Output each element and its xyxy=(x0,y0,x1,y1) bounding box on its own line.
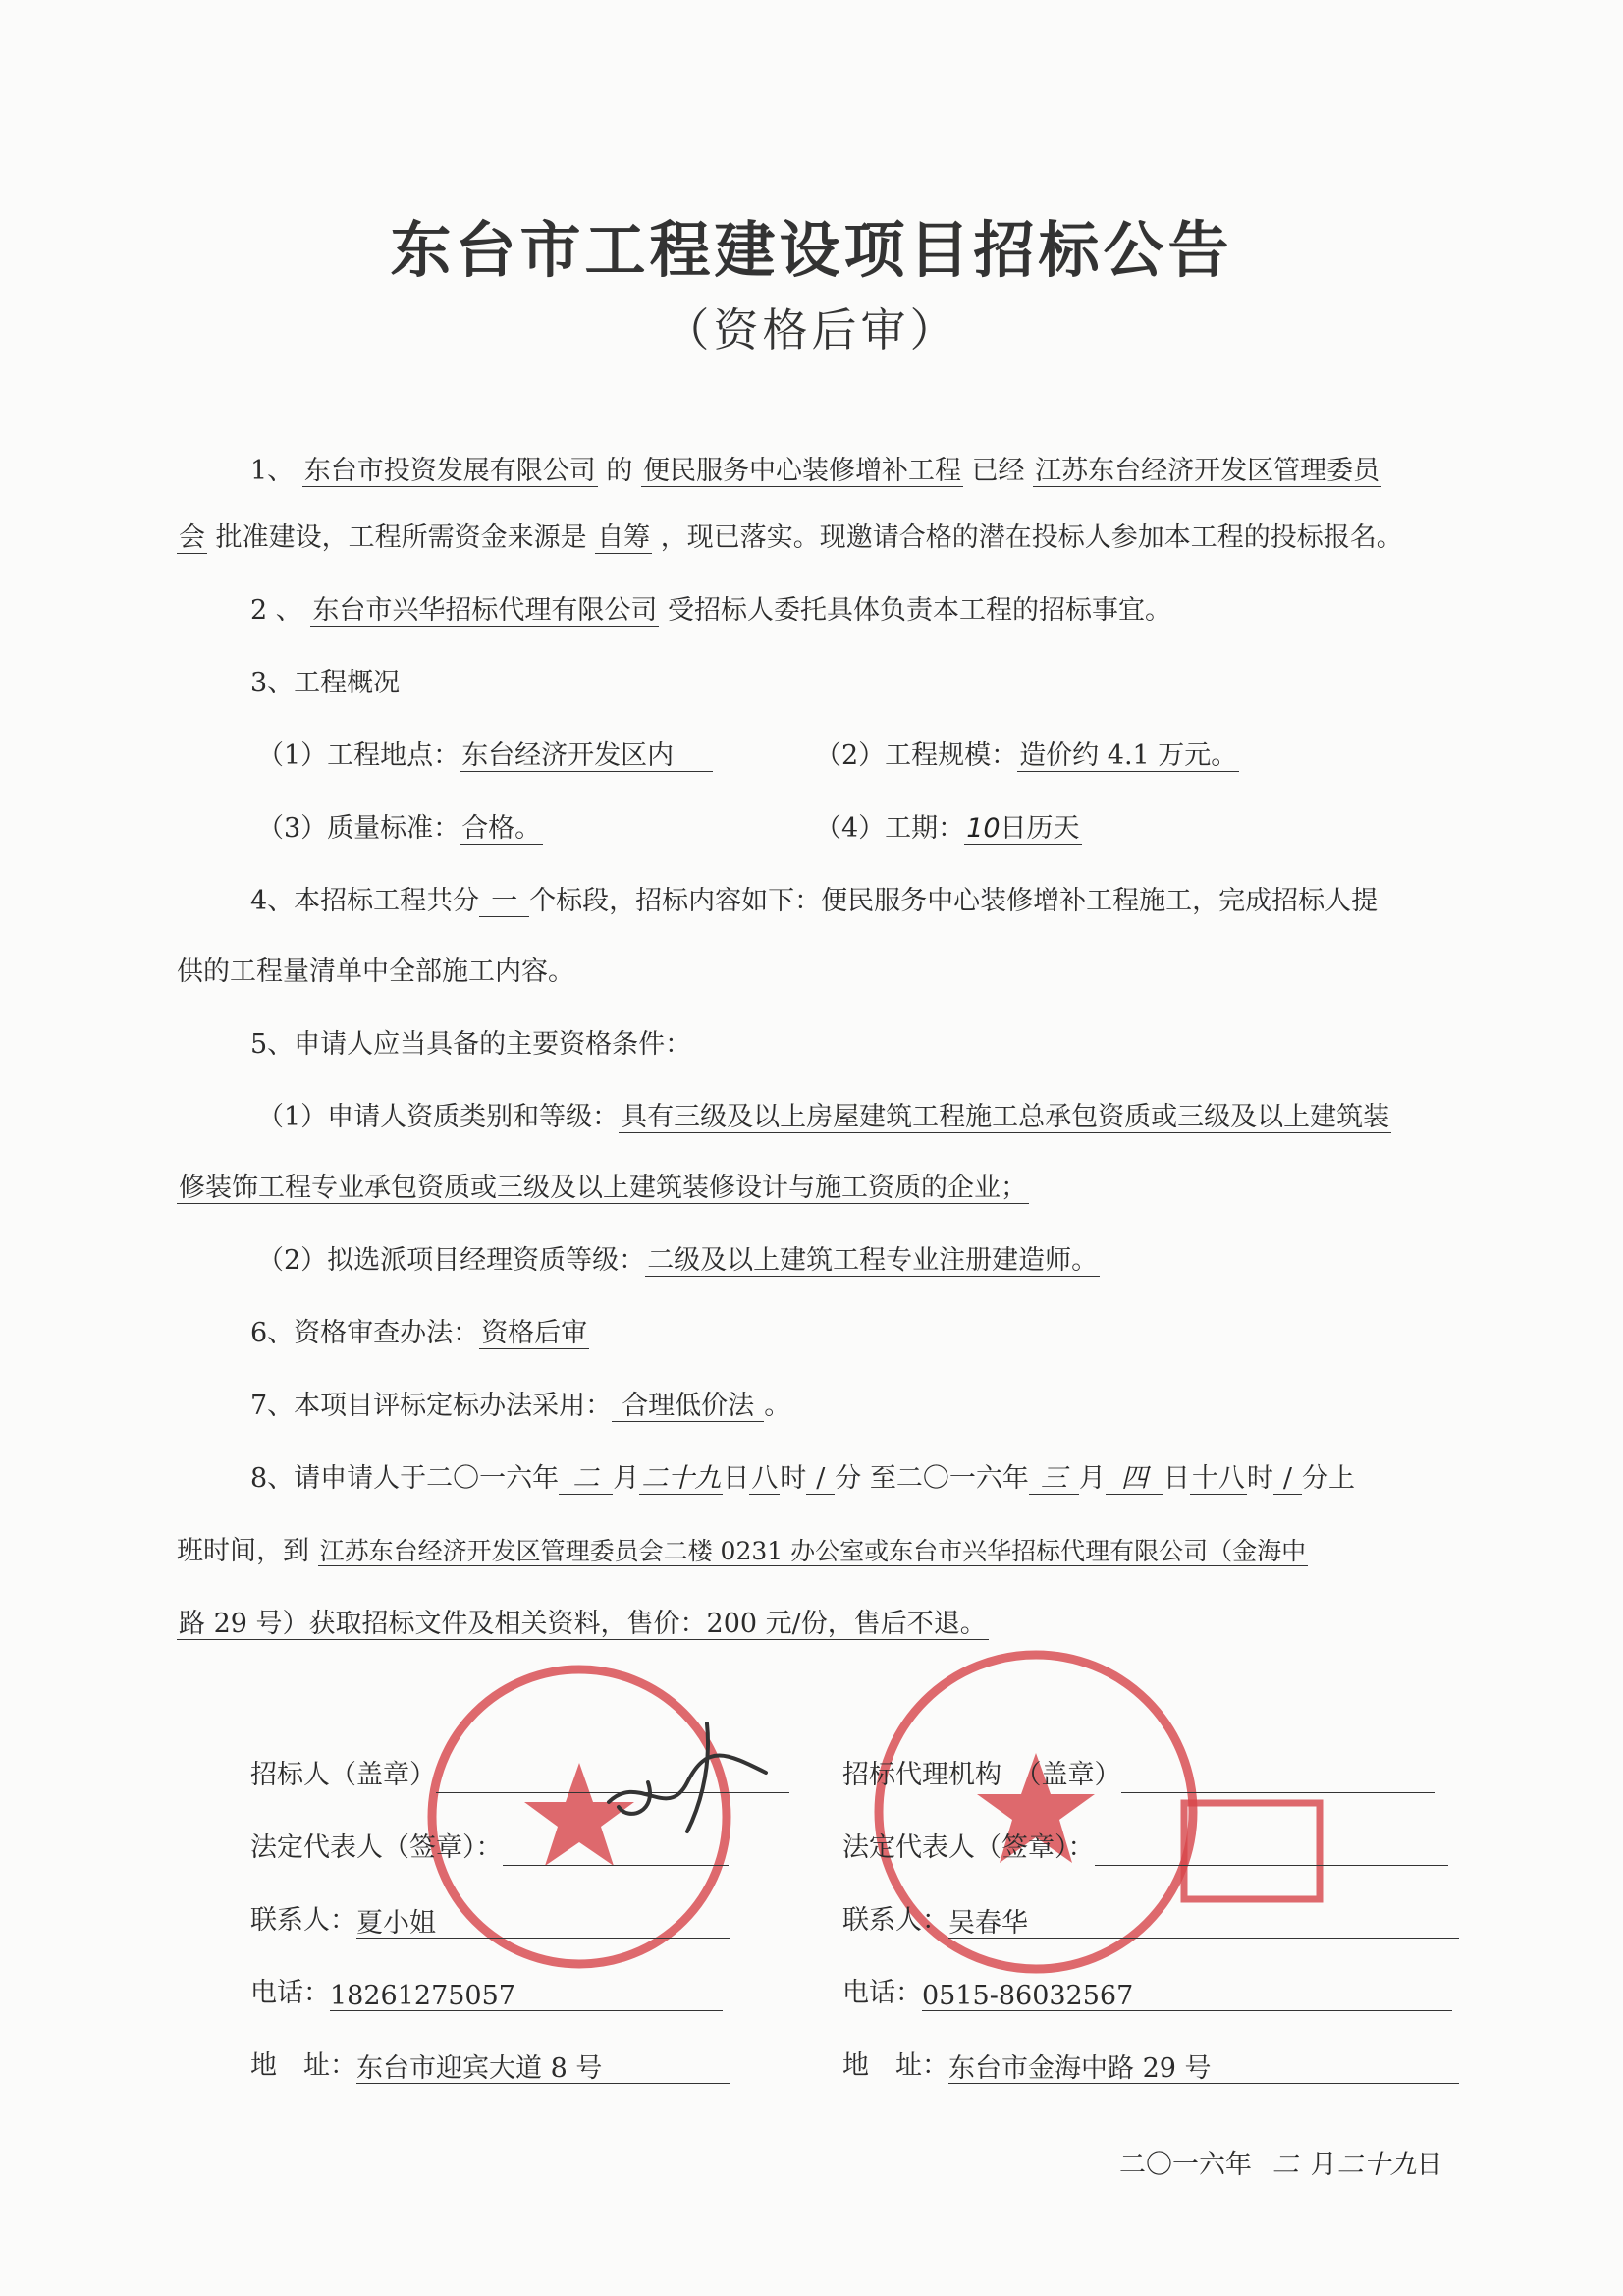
p2-line xyxy=(250,593,1463,629)
p4-line-1 xyxy=(250,884,1463,919)
quality-value: 合格。 xyxy=(461,813,542,844)
agent-name: 东台市兴华招标代理有限公司 xyxy=(312,595,658,626)
pickup-place-1: 江苏东台经济开发区管理委员会二楼 0231 办公室或东台市兴华招标代理有限公司（金海中 xyxy=(319,1537,1307,1565)
p8-text-5: 分 至二〇一六年 xyxy=(835,1463,1029,1494)
start-minute: / xyxy=(806,1463,835,1495)
tenderer-label: 招标人（盖章） xyxy=(250,1760,436,1790)
p5-heading: 5、申请人应当具备的主要资格条件： xyxy=(250,1029,692,1060)
start-day: 二十九 xyxy=(641,1463,722,1494)
p3-heading: 3、工程概况 xyxy=(250,668,401,698)
p8-text-3: 日 xyxy=(723,1463,750,1494)
tenderer-phone-value: 18261275057 xyxy=(330,1981,515,2011)
project-scale-line xyxy=(815,738,1404,774)
p8-line-1 xyxy=(250,1461,1463,1497)
tenderer-phone-line xyxy=(250,1976,723,2011)
date-day: 二十九 xyxy=(1336,2150,1417,2180)
p8-line-2 xyxy=(177,1534,1463,1569)
p2-text: 受招标人委托具体负责本工程的招标事宜。 xyxy=(667,595,1171,626)
agent-rep-line xyxy=(842,1831,1448,1866)
start-hour: 八 xyxy=(751,1463,779,1494)
tenderer-phone-label: 电话： xyxy=(250,1978,330,2008)
period-line xyxy=(815,811,1404,847)
review-method-value: 资格后审 xyxy=(481,1318,588,1348)
tenderer-rep-value xyxy=(503,1833,729,1866)
end-hour: 十八 xyxy=(1191,1463,1245,1494)
p1-text-1: 的 xyxy=(606,456,633,486)
period-label: （4）工期： xyxy=(815,813,965,844)
p8-text-2: 月 xyxy=(613,1463,640,1494)
tenderer-address-value: 东台市迎宾大道 8 号 xyxy=(356,2053,603,2084)
page-subtitle: （资格后审） xyxy=(664,303,959,356)
p1-number: 1、 xyxy=(250,456,295,486)
p5-q2-line xyxy=(257,1243,1463,1279)
agent-phone-line xyxy=(842,1976,1452,2011)
period-unit: 日历天 xyxy=(1000,813,1080,844)
project-name: 便民服务中心装修增补工程 xyxy=(642,456,961,486)
p8-text-4: 时 xyxy=(780,1463,807,1494)
fund-source: 自筹 xyxy=(597,522,651,553)
p8-text-7: 日 xyxy=(1163,1463,1190,1494)
q1-value-1: 具有三级及以上房屋建筑工程施工总承包资质或三级及以上建筑装 xyxy=(621,1102,1390,1132)
review-method-label: 6、资格审查办法： xyxy=(250,1318,480,1348)
evaluation-method-value: 合理低价法 xyxy=(612,1391,764,1422)
p8-text-9: 分上 xyxy=(1302,1463,1355,1494)
end-month: 三 xyxy=(1029,1463,1079,1495)
q2-value: 二级及以上建筑工程专业注册建造师。 xyxy=(647,1245,1099,1276)
quality-line xyxy=(257,811,807,847)
p1-text-4: ，现已落实。现邀请合格的潜在投标人参加本工程的投标报名。 xyxy=(660,522,1403,553)
agent-address-line xyxy=(842,2049,1459,2084)
agent-address-value: 东台市金海中路 29 号 xyxy=(948,2053,1212,2084)
agent-phone-value: 0515-86032567 xyxy=(922,1981,1134,2011)
owner-name: 东台市投资发展有限公司 xyxy=(303,456,596,486)
scale-value: 造价约 4.1 万元。 xyxy=(1019,740,1238,771)
agent-value xyxy=(1121,1761,1435,1793)
quality-label: （3）质量标准： xyxy=(257,813,460,844)
tenderer-contact-value: 夏小姐 xyxy=(356,1908,436,1939)
agent-seal-line xyxy=(842,1758,1435,1793)
p8-text-1: 8、请申请人于二〇一六年 xyxy=(250,1463,560,1494)
agent-address-label: 地 址： xyxy=(842,2050,948,2081)
approver-part-1: 江苏东台经济开发区管理委员 xyxy=(1035,456,1380,486)
project-location-line xyxy=(257,738,807,774)
p5-q1-line-1 xyxy=(257,1100,1463,1135)
agent-contact-value: 吴春华 xyxy=(948,1908,1028,1939)
section-count: 一 xyxy=(479,886,529,917)
p6-line xyxy=(250,1316,1463,1351)
period-number: 10 xyxy=(966,813,1001,844)
agent-rep-label: 法定代表人（签章）： xyxy=(842,1832,1095,1863)
p4-text-1: 4、本招标工程共分 xyxy=(250,886,480,916)
tenderer-seal-line xyxy=(250,1758,789,1793)
tenderer-address-label: 地 址： xyxy=(250,2050,356,2081)
p7-end: 。 xyxy=(764,1391,791,1421)
agent-label: 招标代理机构 （盖章） xyxy=(842,1760,1121,1790)
p4-line-2: 供的工程量清单中全部施工内容。 xyxy=(177,957,574,987)
p1-line-1 xyxy=(250,454,1463,489)
date-year: 二〇一六年 xyxy=(1119,2150,1252,2180)
evaluation-method-label: 7、本项目评标定标办法采用： xyxy=(250,1391,613,1421)
approver-part-2: 会 xyxy=(179,522,205,553)
agent-rep-value xyxy=(1095,1833,1448,1866)
page-title: 东台市工程建设项目招标公告 xyxy=(390,214,1233,286)
p8-text-10: 班时间，到 xyxy=(177,1536,309,1566)
date-day-unit: 日 xyxy=(1416,2150,1443,2180)
p8-line-3 xyxy=(177,1607,1463,1642)
q2-label: （2）拟选派项目经理资质等级： xyxy=(257,1245,646,1276)
tenderer-value xyxy=(436,1761,789,1793)
agent-contact-label: 联系人： xyxy=(842,1905,948,1936)
p8-text-6: 月 xyxy=(1078,1463,1106,1494)
tenderer-rep-label: 法定代表人（签章）： xyxy=(250,1832,503,1863)
issue-date xyxy=(1119,2143,1443,2181)
p4-text-2: 个标段，招标内容如下：便民服务中心装修增补工程施工，完成招标人提 xyxy=(529,886,1379,916)
location-label: （1）工程地点： xyxy=(257,740,460,771)
agent-contact-line xyxy=(842,1903,1459,1939)
location-value: 东台经济开发区内 xyxy=(460,740,713,772)
end-minute: / xyxy=(1273,1463,1302,1495)
pickup-place-2: 路 29 号）获取招标文件及相关资料，售价：200 元/份，售后不退。 xyxy=(179,1609,987,1639)
p1-text-2: 已经 xyxy=(971,456,1025,486)
agent-phone-label: 电话： xyxy=(842,1978,922,2008)
date-month: 二 xyxy=(1271,2150,1299,2180)
q1-label: （1）申请人资质类别和等级： xyxy=(257,1102,620,1132)
start-month: 二 xyxy=(559,1463,613,1495)
q1-value-2: 修装饰工程专业承包资质或三级及以上建筑装修设计与施工资质的企业； xyxy=(179,1173,1027,1203)
tenderer-address-line xyxy=(250,2049,730,2084)
scale-label: （2）工程规模： xyxy=(815,740,1018,771)
p2-number: 2 、 xyxy=(250,595,302,626)
p5-q1-line-2 xyxy=(177,1171,1463,1206)
p1-text-3: 批准建设，工程所需资金来源是 xyxy=(215,522,587,553)
tenderer-contact-line xyxy=(250,1903,730,1939)
date-month-unit: 月 xyxy=(1310,2150,1337,2180)
tenderer-rep-line xyxy=(250,1831,729,1866)
end-day: 四 xyxy=(1106,1463,1163,1495)
p1-line-2 xyxy=(177,520,1463,556)
tenderer-contact-label: 联系人： xyxy=(250,1905,356,1936)
p8-text-8: 时 xyxy=(1246,1463,1273,1494)
p7-line xyxy=(250,1389,1463,1424)
